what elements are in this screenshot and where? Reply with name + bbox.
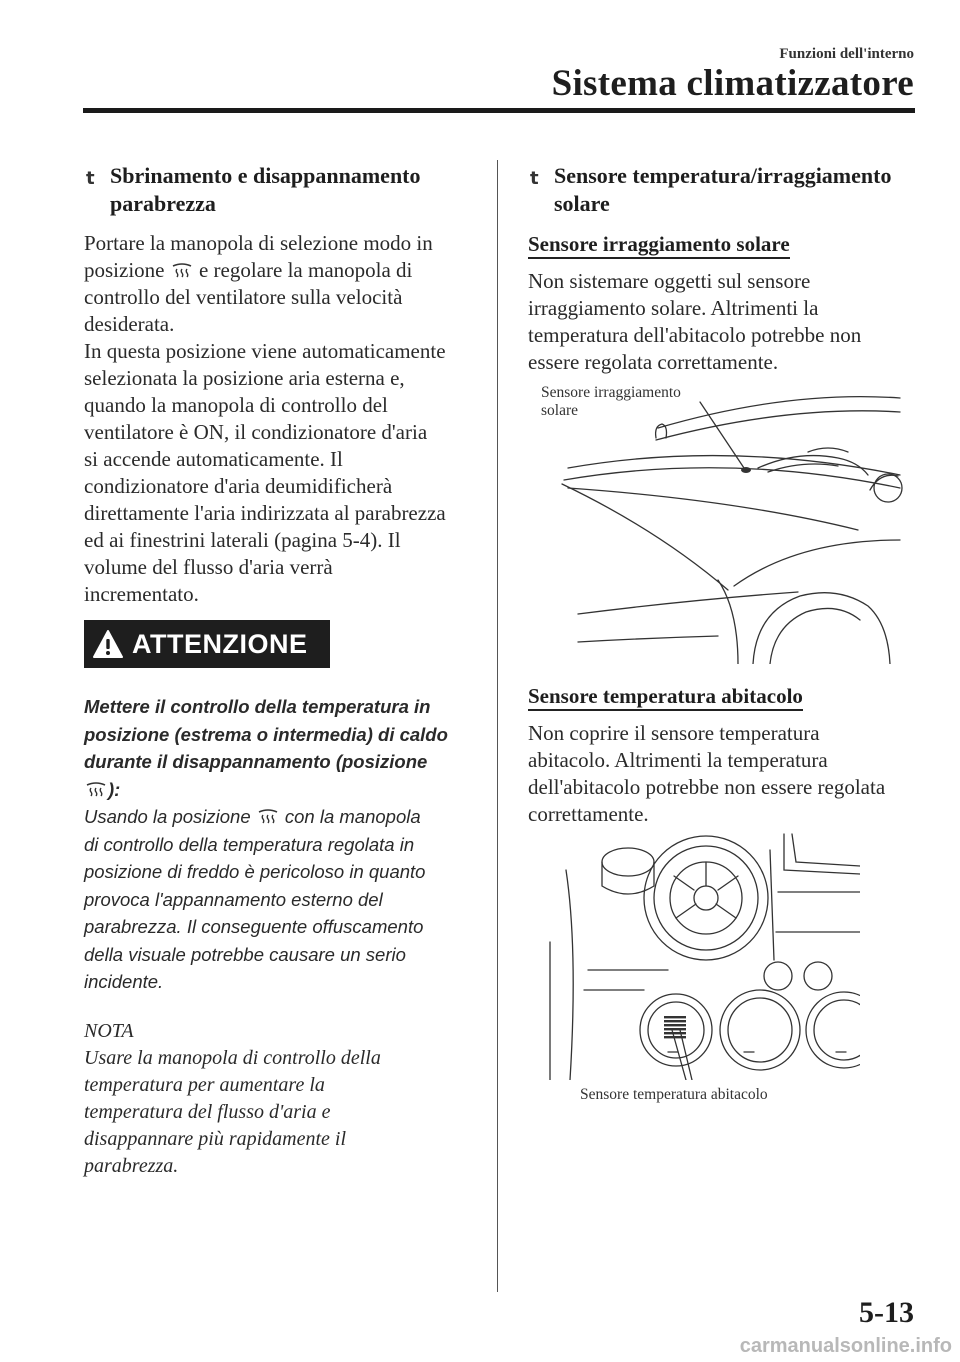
text-line [84, 803, 489, 831]
text-line: dell'abitacolo potrebbe non essere regolata [528, 775, 886, 799]
text-line: della visuale potrebbe causare un serio [84, 943, 406, 965]
warning-triangle-icon [92, 629, 124, 659]
cabin-sensor-text [528, 720, 923, 828]
warning-label: ATTENZIONE [132, 629, 308, 659]
text-line: posizione di freddo è pericoloso in quanto [84, 861, 426, 882]
text-line: irraggiamento solare. Altrimenti la [528, 296, 819, 320]
section-marker: t [530, 168, 539, 189]
solar-sensor-label [541, 384, 684, 420]
chapter-subtitle: Funzioni dell'interno [779, 46, 914, 62]
dashboard-drawing [548, 830, 860, 1080]
text-line: desiderata. [84, 312, 175, 336]
warning-banner [84, 620, 330, 668]
text-line [84, 776, 489, 804]
section-heading-line: solare [554, 191, 610, 216]
text-line: selezionata la posizione aria esterna e, [84, 366, 405, 390]
header-rule [83, 108, 915, 113]
windshield-defrost-icon [258, 809, 278, 825]
section-heading-defrost [110, 162, 421, 218]
text-line: Non sistemare oggetti sul sensore [528, 269, 811, 293]
text-line: provoca l'appannamento esterno del [84, 888, 383, 910]
note-label: NOTA [84, 1020, 134, 1042]
solar-sensor-illustration [538, 380, 908, 664]
text-line: abitacolo. Altrimenti la temperatura [528, 748, 828, 772]
text-line: Portare la manopola di selezione modo in [84, 231, 433, 255]
subheading-solar-sensor [528, 232, 790, 257]
text-line: volume del flusso d'aria verrà [84, 555, 333, 579]
text-line: di controllo della temperatura regolata in [84, 833, 415, 855]
text-line: Non coprire il sensore temperatura [528, 721, 820, 745]
text-line: quando la manopola di controllo del [84, 393, 388, 417]
subheading-text: Sensore temperatura abitacolo [528, 684, 803, 711]
text-line: controllo del ventilatore sulla velocità [84, 285, 403, 309]
subheading-text: Sensore irraggiamento solare [528, 232, 790, 259]
text-line: direttamente l'aria indirizzata al parabrezza [84, 501, 446, 525]
section-heading-line: parabrezza [110, 191, 216, 216]
text-line: disappannare più rapidamente il [84, 1128, 347, 1150]
cabin-sensor-label: Sensore temperatura abitacolo [580, 1086, 768, 1103]
note-block [84, 1018, 489, 1180]
column-divider [497, 160, 498, 1292]
chapter-title: Sistema climatizzatore [551, 63, 914, 104]
text-line: condizionatore d'aria deumidificherà [84, 474, 393, 498]
label-line: solare [541, 402, 579, 419]
text-line: ventilatore è ON, il condizionatore d'aria [84, 420, 428, 444]
text-line: essere regolata correttamente. [528, 350, 779, 374]
text-line: In questa posizione viene automaticamente [84, 339, 446, 363]
text-line: temperatura per aumentare la [84, 1074, 325, 1096]
text-line: durante il disappannamento (posizione [84, 751, 428, 772]
section-heading-line: Sbrinamento e disappannamento [110, 163, 421, 188]
text-line: Mettere il controllo della temperatura in [84, 696, 431, 717]
text-line [84, 257, 484, 284]
watermark: carmanualsonline.info [739, 1335, 952, 1357]
text-line: temperatura del flusso d'aria e [84, 1101, 331, 1123]
section-heading-line: Sensore temperatura/irraggiamento [554, 163, 892, 188]
text-line: posizione (estrema o intermedia) di caldo [84, 723, 448, 745]
solar-sensor-text [528, 268, 918, 376]
car-front-drawing [538, 380, 908, 664]
defrost-instructions [84, 230, 484, 608]
text-line: Usare la manopola di controllo della [84, 1047, 381, 1069]
text-line: correttamente. [528, 802, 649, 826]
text-line: incrementato. [84, 582, 199, 606]
text-line: si accende automaticamente. Il [84, 447, 343, 471]
section-heading-sensors [554, 162, 891, 218]
text-fragment: ): [108, 778, 121, 800]
warning-text [84, 693, 489, 996]
text-line: incidente. [84, 971, 164, 992]
text-fragment: e regolare la manopola di [198, 258, 413, 282]
text-line: parabrezza. [84, 1155, 179, 1177]
cabin-sensor-illustration [548, 830, 860, 1080]
text-line: temperatura dell'abitacolo potrebbe non [528, 323, 862, 347]
text-fragment: posizione [84, 258, 165, 282]
windshield-defrost-icon [172, 263, 192, 279]
text-fragment: con la manopola [284, 806, 421, 827]
text-fragment: Usando la posizione [84, 806, 251, 827]
page-number: 5-13 [859, 1296, 914, 1329]
section-marker: t [86, 168, 95, 189]
text-line: parabrezza. Il conseguente offuscamento [84, 916, 424, 937]
text-line: ed ai finestrini laterali (pagina 5-4). Il [84, 528, 401, 552]
windshield-defrost-icon [86, 782, 106, 798]
label-line: Sensore irraggiamento [541, 384, 681, 401]
subheading-cabin-sensor [528, 684, 803, 709]
